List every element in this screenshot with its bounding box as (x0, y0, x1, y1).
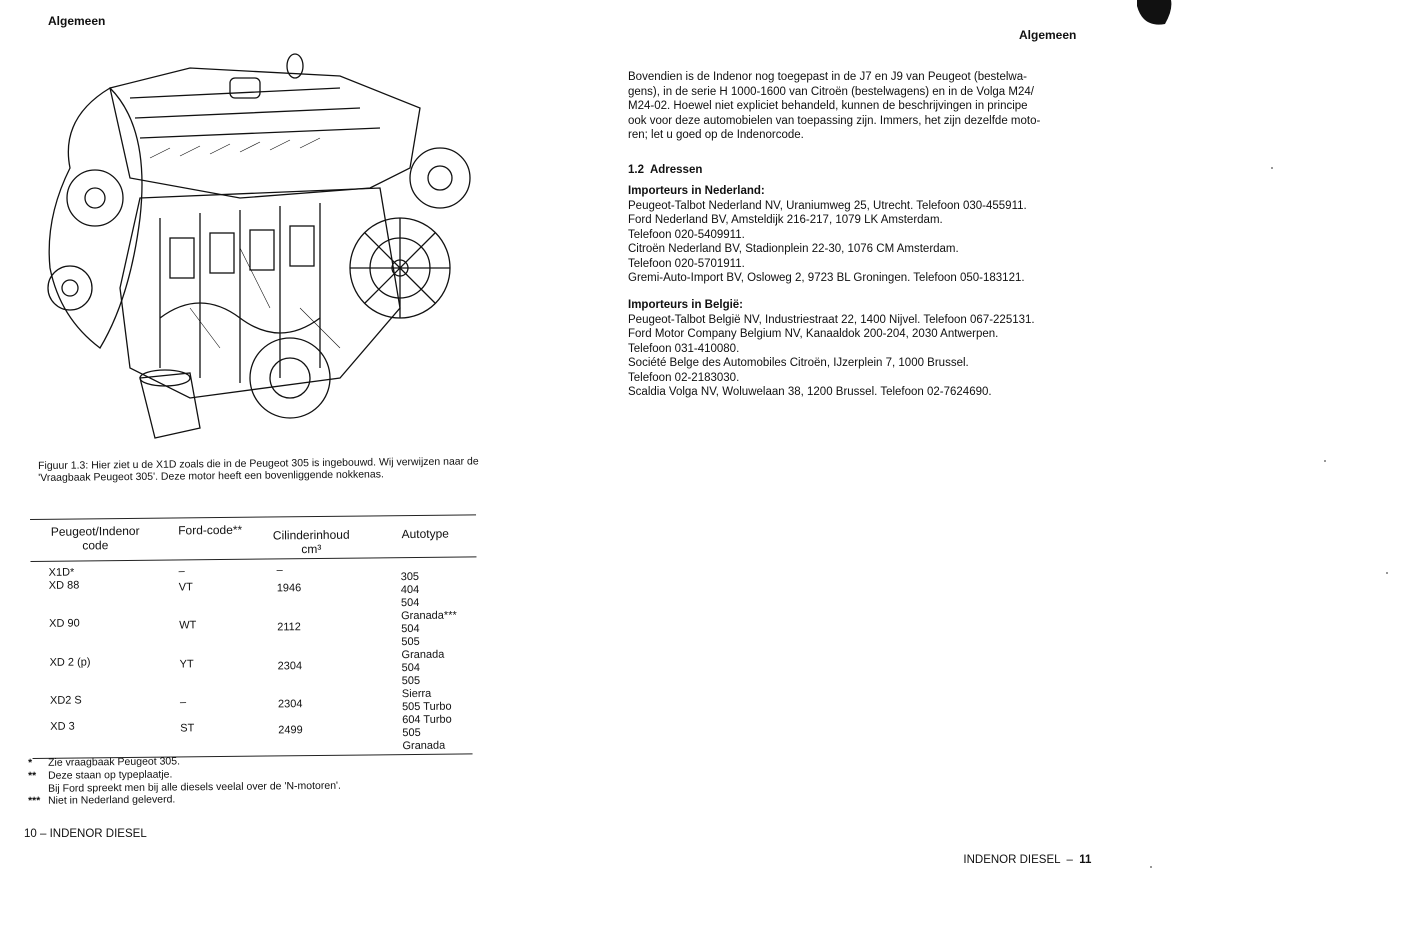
section-title: 1.2 Adressen (628, 164, 703, 176)
row-cc: 2304 (277, 660, 303, 673)
row-autotype: 504 (401, 661, 421, 675)
row-autotype: Granada (401, 648, 445, 662)
footnote-2 (28, 768, 172, 782)
row-code: X1D* (48, 566, 75, 579)
corner-mark (1135, 0, 1175, 32)
intro-line: ook voor deze automobielen van toepassing zijn. Immers, het zijn dezelfde moto- (628, 114, 1041, 127)
row-ford: – (179, 696, 187, 709)
row-autotype: 505 (401, 635, 420, 649)
row-code: XD 90 (49, 617, 80, 630)
table-header-rule (30, 556, 476, 562)
row-autotype: 404 (400, 583, 420, 597)
importers-be (628, 298, 1098, 400)
footnote-4 (28, 793, 175, 807)
footnote-1 (28, 755, 180, 769)
col-header-ford: Ford-code** (178, 522, 243, 538)
left-page-footer-text: 10 – INDENOR DIESEL (24, 828, 147, 840)
address-line: Citroën Nederland BV, Stadionplein 22-30, 1076 CM Amsterdam. (628, 243, 959, 255)
address-line: Telefoon 020-5701911. (628, 257, 745, 270)
row-autotype: 604 Turbo (402, 713, 452, 727)
row-cc: 2499 (278, 724, 303, 737)
row-autotype: 505 Turbo (401, 700, 452, 714)
address-line: Scaldia Volga NV, Woluwelaan 38, 1200 Brussel. Telefoon 02-7624690. (628, 386, 992, 398)
address-line: Ford Nederland BV, Amsteldijk 216-217, 1079 LK Amsterdam. (628, 214, 943, 226)
row-autotype: Sierra (401, 687, 432, 701)
row-autotype: 505 (402, 726, 421, 740)
address-line: Peugeot-Talbot Nederland NV, Uraniumweg 25, Utrecht. Telefoon 030-455911. (628, 199, 1027, 212)
address-line: Telefoon 020-5409911. (628, 228, 745, 241)
col-header-code: Peugeot/Indenor code (50, 523, 140, 553)
importers-be-title: Importeurs in België: (628, 299, 744, 311)
intro-line: gens), in de serie H 1000-1600 van Citroën (bestelwagens) en in de Volga M24/ (628, 85, 1034, 98)
address-line: Telefoon 031-410080. (628, 342, 740, 355)
address-line: Telefoon 02-2183030. (628, 371, 740, 384)
col-header-autotype: Autotype (401, 526, 449, 542)
address-line: Gremi-Auto-Import BV, Osloweg 2, 9723 BL Groningen. Telefoon 050-183121. (628, 272, 1025, 284)
row-cc: – (276, 564, 283, 577)
scan-speck (1150, 866, 1152, 868)
row-autotype: Granada (402, 739, 446, 753)
row-cc: 2304 (277, 698, 303, 711)
row-autotype: 504 (401, 622, 420, 636)
row-autotype: 504 (400, 596, 420, 610)
footnote-mark: ** (28, 769, 37, 782)
col-header-cc: Cilinderinhoud cm³ (272, 527, 350, 557)
left-page-header: Algemeen (48, 14, 106, 28)
right-page-header: Algemeen (1019, 28, 1077, 42)
intro-line: Bovendien is de Indenor nog toegepast in de J7 en J9 van Peugeot (bestelwa- (628, 71, 1027, 83)
right-page-footer (957, 842, 1091, 866)
row-ford: – (178, 565, 185, 578)
row-ford: ST (180, 722, 195, 735)
footnote-text: Zie vraagbaak Peugeot 305. (47, 755, 181, 769)
footnote-3 (28, 780, 341, 795)
footnote-text: Deze staan op typeplaatje. (47, 768, 173, 782)
footnote-text: Bij Ford spreekt men bij alle diesels veelal over de 'N-motoren'. (47, 779, 341, 795)
scan-speck (1324, 460, 1326, 462)
figure-caption: Figuur 1.3: Hier ziet u de X1D zoals die in de Peugeot 305 is ingebouwd. Wij verwijzen naar de 'Vraagbaak Peugeot 305'. Deze motor heeft een bovenliggende nokkenas. (38, 455, 479, 484)
address-line: Société Belge des Automobiles Citroën, IJzerplein 7, 1000 Brussel. (628, 357, 969, 369)
engine-code-table (30, 510, 476, 753)
intro-paragraph (628, 70, 1088, 143)
left-page-footer (24, 828, 147, 840)
right-page-footer-text: INDENOR DIESEL – (963, 854, 1080, 866)
row-ford: WT (179, 619, 197, 632)
footnote-mark: *** (28, 794, 41, 807)
row-code: XD2 S (49, 694, 82, 707)
row-cc: 2112 (277, 621, 301, 634)
scan-speck (1271, 167, 1273, 169)
row-ford: VT (178, 581, 193, 594)
footnote-text: Niet in Nederland geleverd. (47, 793, 176, 807)
row-ford: YT (179, 658, 194, 671)
intro-line: ren; let u goed op de Indenorcode. (628, 129, 804, 141)
scan-speck (1386, 572, 1388, 574)
address-line: Peugeot-Talbot België NV, Industriestraat 22, 1400 Nijvel. Telefoon 067-225131. (628, 313, 1035, 326)
page-number: 11 (1079, 854, 1092, 866)
row-autotype: 505 (401, 674, 421, 688)
engine-illustration (40, 48, 490, 448)
row-code: XD 88 (48, 579, 80, 592)
footnote-mark: * (28, 756, 33, 769)
importers-nl (628, 184, 1098, 286)
row-code: XD 3 (50, 720, 75, 733)
table-top-rule (30, 514, 476, 520)
row-autotype: Granada*** (401, 609, 457, 623)
row-autotype: 305 (400, 570, 420, 584)
row-cc: 1946 (276, 582, 302, 595)
importers-nl-title: Importeurs in Nederland: (628, 185, 765, 197)
intro-line: M24-02. Hoewel niet expliciet behandeld, kunnen de beschrijvingen in principe (628, 100, 1028, 112)
address-line: Ford Motor Company Belgium NV, Kanaaldok 200-204, 2030 Antwerpen. (628, 328, 999, 340)
row-code: XD 2 (p) (49, 656, 91, 669)
